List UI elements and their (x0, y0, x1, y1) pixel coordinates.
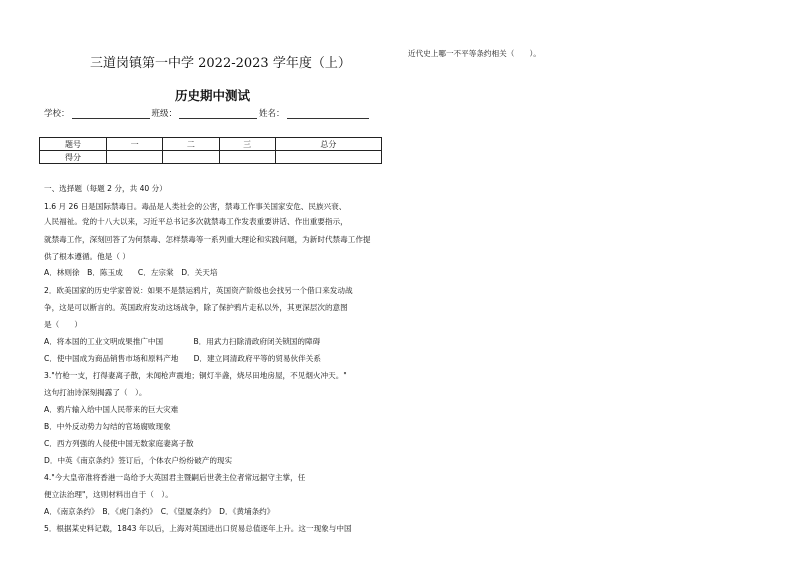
question-line: 争，这是可以断言的。英国政府发动这场战争，除了保护鸦片走私以外，其更深层次的意图 (44, 303, 348, 312)
question-line: 就禁毒工作，深刻回答了为何禁毒、怎样禁毒等一系列重大理论和实践问题，为新时代禁毒工作提 (44, 235, 371, 244)
question-line: 4."今大皇帝准将香港一岛给予大英国君主暨嗣后世袭主位者常远据守主掌，任 (44, 473, 306, 482)
score-cell[interactable] (163, 151, 219, 164)
table-cell: 二 (163, 138, 219, 151)
section-title: 一、选择题（每题 2 分，共 40 分） (44, 184, 167, 193)
question-line: 是（ ） (44, 320, 82, 329)
table-cell: 三 (219, 138, 275, 151)
question-line: 这句打油诗深刻揭露了（ ）。 (44, 388, 147, 397)
question-line: 供了根本遵循。他是（ ） (44, 252, 130, 261)
table-row (40, 151, 382, 164)
school-year-title: 三道岗镇第一中学 2022-2023 学年度（上） (90, 56, 351, 71)
question-line-continued: 近代史上哪一不平等条约相关（ ）。 (408, 49, 541, 58)
question-line: 3."竹枪一支，打得妻离子散，未闻枪声震地；铜灯半盏，烧尽田地房屋，不见烟火冲天。" (44, 371, 347, 380)
table-cell: 总分 (275, 138, 381, 151)
answer-options: A．《南京条约》 B．《虎门条约》 C．《望厦条约》 D．《黄埔条约》 (44, 507, 275, 516)
question-line: 2．欧美国家的历史学家曾说：如果不是禁运鸦片，英国资产阶级也会找另一个借口来发动战 (44, 286, 353, 295)
class-blank[interactable] (179, 109, 257, 119)
score-cell[interactable] (219, 151, 275, 164)
score-cell[interactable] (275, 151, 381, 164)
answer-options: C．使中国成为商品销售市场和原料产地 D．建立同清政府平等的贸易伙伴关系 (44, 354, 321, 363)
table-cell: 题号 (40, 138, 107, 151)
answer-option: C．西方列强的人侵使中国无数家庭妻离子散 (44, 439, 194, 448)
table-row (40, 138, 382, 151)
school-label: 学校： (44, 109, 70, 119)
answer-option: A．鸦片输入给中国人民带来的巨大灾难 (44, 405, 179, 414)
question-line: 5．根据某史料记载，1843 年以后，上海对英国进出口贸易总值逐年上升。这一现象与中国 (44, 524, 352, 533)
name-label: 姓名： (259, 109, 285, 119)
school-blank[interactable] (72, 109, 150, 119)
name-blank[interactable] (287, 109, 369, 119)
answer-option: D．中英《南京条约》签订后，个体农户纷纷破产的现实 (44, 456, 233, 465)
score-table (39, 137, 382, 164)
question-line: 人民福祉。党的十八大以来，习近平总书记多次就禁毒工作发表重要讲话、作出重要指示， (44, 217, 348, 226)
class-label: 班级： (151, 109, 178, 119)
answer-option: B．中外反动势力勾结的官场腐败现象 (44, 422, 171, 431)
question-line: 便立法治理"，这则材料出自于（ ）。 (44, 490, 173, 499)
table-cell: 得分 (40, 151, 107, 164)
exam-title: 历史期中测试 (175, 88, 251, 103)
question-line: 1.6 月 26 日是国际禁毒日。毒品是人类社会的公害，禁毒工作事关国家安危、民族兴衰、 (44, 202, 347, 211)
table-cell: 一 (107, 138, 163, 151)
score-cell[interactable] (107, 151, 163, 164)
answer-options: A．将本国的工业文明成果推广中国 B．用武力扫除清政府闭关锁国的障碍 (44, 337, 321, 346)
answer-options: A．林则徐 B．陈玉成 C．左宗棠 D．关天培 (44, 268, 218, 277)
student-info-row (44, 107, 371, 119)
